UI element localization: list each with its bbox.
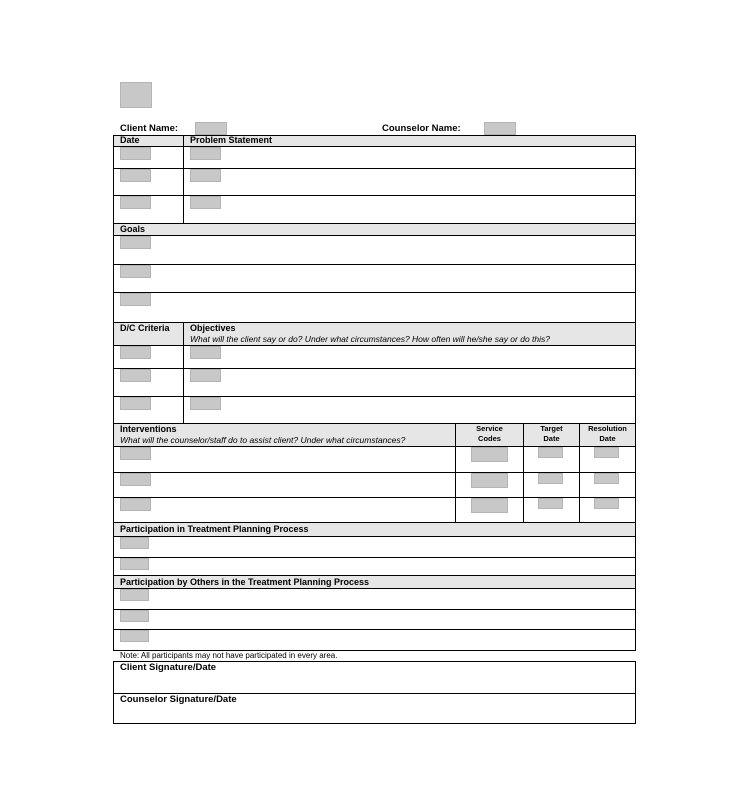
criteria-field[interactable] [120,369,151,382]
goal-field[interactable] [120,236,151,249]
target-date-label-line-1: Target [540,424,563,433]
objective-field[interactable] [190,346,221,359]
rule [113,536,636,537]
participation-others-field[interactable] [120,630,149,642]
date-column-header: Date [120,135,140,145]
resolution-date-label-line-1: Resolution [588,424,627,433]
resolution-date-field[interactable] [594,447,619,458]
participation-field[interactable] [120,537,149,549]
table-right-border [635,135,636,651]
service-code-field[interactable] [471,473,508,488]
resolution-date-field[interactable] [594,473,619,484]
participation-header: Participation in Treatment Planning Process [120,524,309,534]
criteria-column-divider [183,322,184,424]
objective-field[interactable] [190,369,221,382]
criteria-field[interactable] [120,346,151,359]
rule [113,588,636,589]
resolution-date-header [580,424,635,444]
service-code-field[interactable] [471,498,508,513]
service-codes-header [456,424,523,444]
participation-others-header: Participation by Others in the Treatment Planning Process [120,577,370,587]
problem-statement-field[interactable] [190,147,221,160]
goal-field[interactable] [120,293,151,306]
objectives-prompt: What will the client say or do? Under what circumstances? How often will he/she say or do this? [190,334,550,344]
rule [113,609,636,610]
interventions-header: Interventions [120,424,177,434]
participation-others-field[interactable] [120,589,149,601]
intervention-field[interactable] [120,498,151,511]
service-codes-label-line-2: Codes [478,434,501,443]
rule [113,292,636,293]
rule [113,264,636,265]
resolution-date-label-line-2: Date [599,434,616,443]
rule [113,235,636,236]
goal-field[interactable] [120,265,151,278]
goals-header-bar [113,224,635,235]
problem-statement-field[interactable] [190,169,221,182]
participation-others-field[interactable] [120,610,149,622]
counselor-signature-label: Counselor Signature/Date [120,694,237,705]
client-name-label: Client Name: [120,123,179,134]
interventions-prompt: What will the counselor/staff do to assist client? Under what circumstances? [120,435,406,445]
target-date-field[interactable] [538,473,563,484]
service-code-field[interactable] [471,447,508,462]
client-signature-label: Client Signature/Date [120,662,217,673]
problem-date-field[interactable] [120,169,151,182]
problem-statement-field[interactable] [190,196,221,209]
target-date-header [524,424,579,444]
goals-header: Goals [120,224,146,234]
counselor-name-field[interactable] [484,122,516,135]
resolution-date-field[interactable] [594,498,619,509]
target-date-field[interactable] [538,447,563,458]
logo-placeholder [120,82,152,108]
intervention-field[interactable] [120,447,151,460]
problem-statement-header: Problem Statement [190,135,273,145]
participation-note: Note: All participants may not have participated in every area. [120,651,338,660]
objectives-header: Objectives [190,323,236,333]
rule [113,629,636,630]
target-date-field[interactable] [538,498,563,509]
client-name-field[interactable] [195,122,227,135]
problem-date-field[interactable] [120,196,151,209]
counselor-name-label: Counselor Name: [382,123,461,134]
dc-criteria-header: D/C Criteria [120,323,170,333]
participation-field[interactable] [120,558,149,570]
objective-field[interactable] [190,397,221,410]
table-left-border [113,135,114,650]
rule [113,575,636,576]
target-date-label-line-2: Date [543,434,560,443]
rule [113,557,636,558]
service-codes-label-line-1: Service [476,424,503,433]
intervention-field[interactable] [120,473,151,486]
problem-date-field[interactable] [120,147,151,160]
criteria-field[interactable] [120,397,151,410]
rule [113,223,636,224]
date-column-divider [183,135,184,224]
rule [113,522,636,523]
